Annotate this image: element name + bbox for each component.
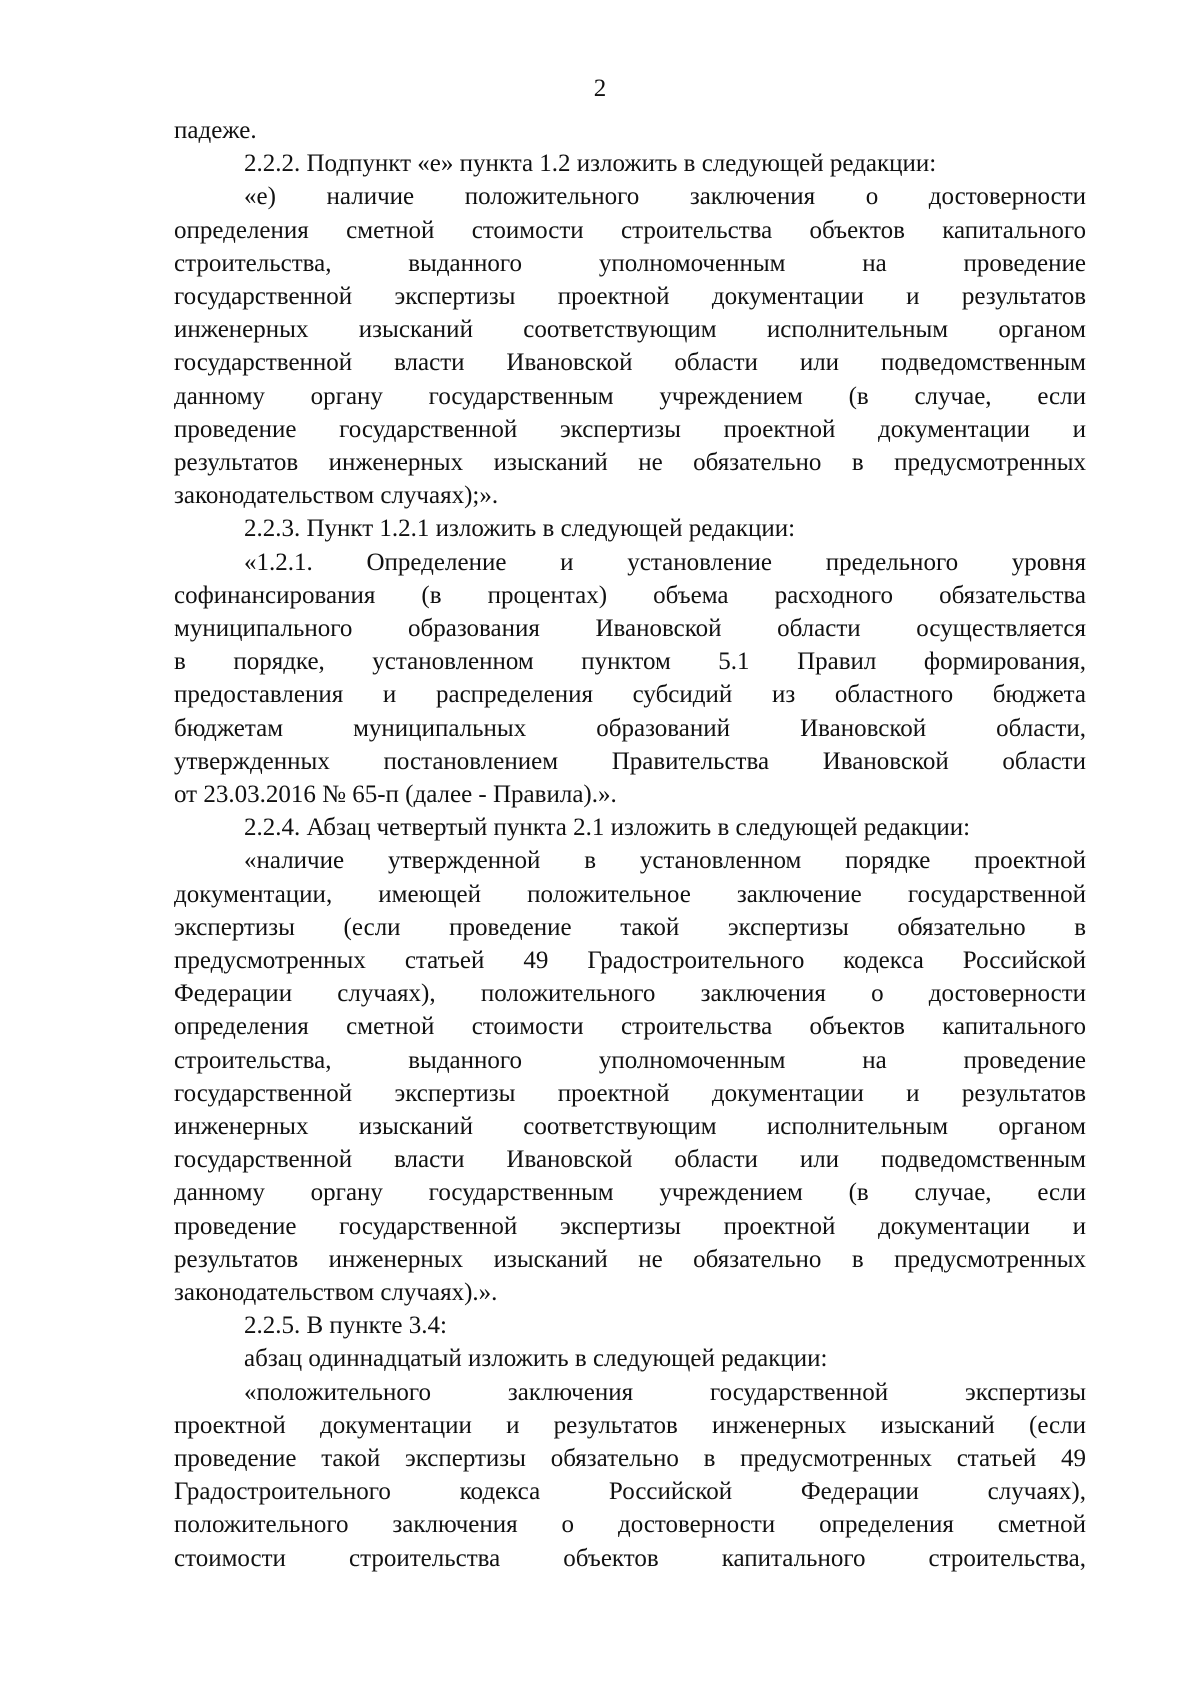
text-line: падеже. [174,117,257,144]
text-line: «положительного заключения государственной экспертизы [244,1379,1086,1406]
text-line: утвержденных постановлением Правительства Ивановской области [174,748,1086,775]
text-line: софинансирования (в процентах) объема расходного обязательства [174,582,1086,609]
text-line: государственной власти Ивановской области или подведомственным [174,1146,1086,1173]
text-line: данному органу государственным учреждением (в случае, если [174,383,1086,410]
text-line: «наличие утвержденной в установленном порядке проектной [244,847,1086,874]
text-line: государственной экспертизы проектной документации и результатов [174,283,1086,310]
text-line: от 23.03.2016 № 65-п (далее - Правила).». [174,781,617,808]
text-line: Градостроительного кодекса Российской Федерации случаях), [174,1478,1086,1505]
text-line: проведение государственной экспертизы проектной документации и [174,416,1086,443]
text-line: 2.2.4. Абзац четвертый пункта 2.1 изложить в следующей редакции: [244,814,971,841]
page-number: 2 [593,75,607,102]
text-line: положительного заключения о достоверности определения сметной [174,1511,1086,1538]
text-line: строительства, выданного уполномоченным на проведение [174,1047,1086,1074]
text-line: 2.2.5. В пункте 3.4: [244,1312,447,1339]
text-line: предусмотренных статьей 49 Градостроительного кодекса Российской [174,947,1086,974]
text-line: инженерных изысканий соответствующим исполнительным органом [174,316,1086,343]
text-line: Федерации случаях), положительного заключения о достоверности [174,980,1086,1007]
text-line: «е) наличие положительного заключения о достоверности [244,183,1086,210]
text-line: законодательством случаях).». [174,1279,498,1306]
text-line: 2.2.2. Подпункт «е» пункта 1.2 изложить в следующей редакции: [244,150,937,177]
text-line: законодательством случаях);». [174,482,499,509]
text-line: инженерных изысканий соответствующим исполнительным органом [174,1113,1086,1140]
text-line: проведение государственной экспертизы проектной документации и [174,1213,1086,1240]
text-line: в порядке, установленном пунктом 5.1 Правил формирования, [174,648,1086,675]
text-line: результатов инженерных изысканий не обязательно в предусмотренных [174,1246,1086,1273]
text-line: предоставления и распределения субсидий из областного бюджета [174,681,1086,708]
text-line: проектной документации и результатов инженерных изысканий (если [174,1412,1086,1439]
text-line: результатов инженерных изысканий не обязательно в предусмотренных [174,449,1086,476]
text-line: абзац одиннадцатый изложить в следующей редакции: [244,1345,828,1372]
text-line: строительства, выданного уполномоченным на проведение [174,250,1086,277]
text-line: определения сметной стоимости строительства объектов капитального [174,217,1086,244]
text-line: государственной экспертизы проектной документации и результатов [174,1080,1086,1107]
text-line: экспертизы (если проведение такой экспертизы обязательно в [174,914,1086,941]
text-line: бюджетам муниципальных образований Ивановской области, [174,715,1086,742]
text-line: «1.2.1. Определение и установление предельного уровня [244,549,1086,576]
text-line: определения сметной стоимости строительства объектов капитального [174,1013,1086,1040]
text-line: данному органу государственным учреждением (в случае, если [174,1179,1086,1206]
text-line: стоимости строительства объектов капитального строительства, [174,1545,1086,1572]
text-line: 2.2.3. Пункт 1.2.1 изложить в следующей редакции: [244,515,796,542]
text-line: проведение такой экспертизы обязательно в предусмотренных статьей 49 [174,1445,1086,1472]
text-line: документации, имеющей положительное заключение государственной [174,881,1086,908]
text-line: муниципального образования Ивановской области осуществляется [174,615,1086,642]
text-line: государственной власти Ивановской области или подведомственным [174,349,1086,376]
